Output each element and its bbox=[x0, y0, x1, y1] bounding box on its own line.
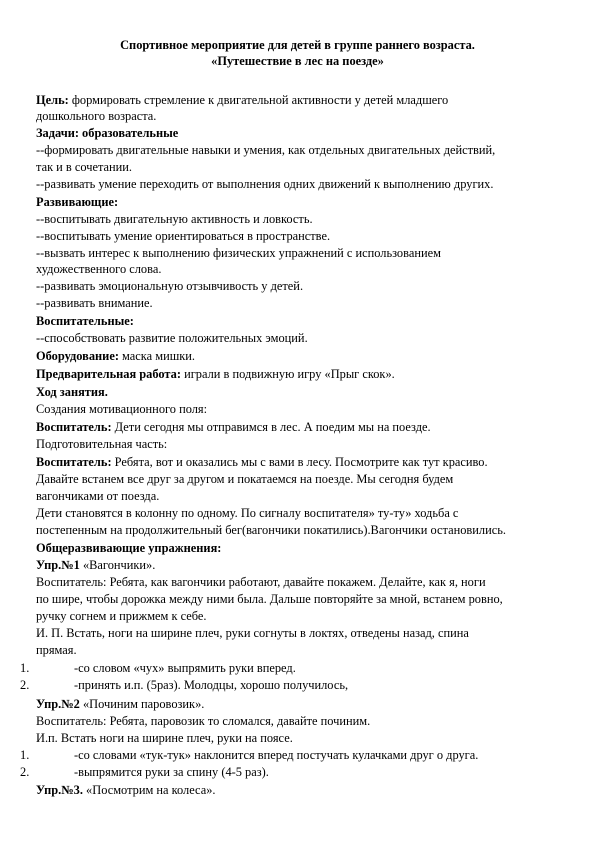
course-educator2-line1 bbox=[36, 455, 488, 470]
exercise1-name: «Вагончики». bbox=[79, 558, 156, 572]
goal-line1 bbox=[36, 93, 448, 108]
course-kids-line2: постепенным на продолжительный бег(вагончики покатились).Вагончики остановились. bbox=[36, 523, 506, 537]
course-heading: Ход занятия. bbox=[36, 385, 108, 399]
tasks-dev-line4: художественного слова. bbox=[36, 262, 162, 276]
tasks-dev-line2: --воспитывать умение ориентироваться в пространстве. bbox=[36, 229, 331, 243]
exercises-heading: Общеразвивающие упражнения: bbox=[36, 541, 222, 555]
equipment-label: Оборудование: bbox=[36, 349, 119, 363]
exercise1-step2-number: 2. bbox=[20, 678, 30, 692]
course-prep: Подготовительная часть: bbox=[36, 437, 168, 451]
goal-text1: формировать стремление к двигательной активности у детей младшего bbox=[68, 93, 449, 107]
exercise2-ip: И.п. Встать ноги на ширине плеч, руки на поясе. bbox=[36, 731, 293, 745]
educator-label: Воспитатель: bbox=[36, 455, 112, 469]
exercise2-step2-number: 2. bbox=[20, 765, 30, 779]
exercise1-text1: Воспитатель: Ребята, как вагончики работают, давайте покажем. Делайте, как я, ноги bbox=[36, 575, 486, 589]
exercise1-text2: по шире, чтобы дорожка между ними была. Дальше повторяйте за мной, встанем ровно, bbox=[36, 592, 503, 606]
tasks-edu-line3: --развивать умение переходить от выполнения одних движений к выполнению других. bbox=[36, 177, 494, 191]
document-title-line1: Спортивное мероприятие для детей в группе раннего возраста. bbox=[120, 38, 475, 52]
exercise1-step2: -принять и.п. (5раз). Молодцы, хорошо получилось, bbox=[74, 678, 349, 692]
prework-label: Предварительная работа: bbox=[36, 367, 181, 381]
exercise1-title bbox=[36, 558, 155, 573]
goal-line2: дошкольного возраста. bbox=[36, 109, 157, 123]
course-educator-line1 bbox=[36, 420, 431, 435]
exercise1-ip1: И. П. Встать, ноги на ширине плеч, руки согнуты в локтях, отведены назад, спина bbox=[36, 626, 469, 640]
tasks-dev-line3: --вызвать интерес к выполнению физических упражнений с использованием bbox=[36, 246, 441, 260]
course-educator2-line2: Давайте встанем все друг за другом и покатаемся на поезде. Мы сегодня будем bbox=[36, 472, 454, 486]
exercise1-ip2: прямая. bbox=[36, 643, 77, 657]
tasks-dev-line6: --развивать внимание. bbox=[36, 296, 153, 310]
tasks-edu-heading: Задачи: образовательные bbox=[36, 126, 179, 140]
tasks-upb-heading: Воспитательные: bbox=[36, 314, 134, 328]
tasks-edu-line2: так и в сочетании. bbox=[36, 160, 133, 174]
course-educator2-line3: вагончиками от поезда. bbox=[36, 489, 160, 503]
exercise3-title bbox=[36, 783, 216, 798]
exercise1-text3: ручку согнем и прижмем к себе. bbox=[36, 609, 207, 623]
exercise2-label: Упр.№2 bbox=[36, 697, 80, 711]
exercise2-name: «Починим паровозик». bbox=[79, 697, 205, 711]
goal-label: Цель: bbox=[36, 93, 69, 107]
document-title-line2: «Путешествие в лес на поезде» bbox=[211, 54, 384, 68]
prework-text: играли в подвижную игру «Прыг скок». bbox=[181, 367, 395, 381]
tasks-dev-heading: Развивающие: bbox=[36, 195, 119, 209]
tasks-dev-line5: --развивать эмоциональную отзывчивость у детей. bbox=[36, 279, 304, 293]
exercise1-label: Упр.№1 bbox=[36, 558, 80, 572]
exercise2-step1: -со словами «тук-тук» наклонится вперед постучать кулачками друг о друга. bbox=[74, 748, 479, 762]
exercise2-step2: -выпрямится руки за спину (4-5 раз). bbox=[74, 765, 269, 779]
equipment-text: маска мишки. bbox=[118, 349, 195, 363]
exercise1-step1: -со словом «чух» выпрямить руки вперед. bbox=[74, 661, 296, 675]
exercise3-name: «Посмотрим на колеса». bbox=[82, 783, 216, 797]
tasks-upb-line1: --способствовать развитие положительных эмоций. bbox=[36, 331, 308, 345]
educator-label: Воспитатель: bbox=[36, 420, 112, 434]
exercise1-step1-number: 1. bbox=[20, 661, 30, 675]
educator-text: Дети сегодня мы отправимся в лес. А поедим мы на поезде. bbox=[111, 420, 431, 434]
exercise2-text1: Воспитатель: Ребята, паровозик то сломался, давайте починим. bbox=[36, 714, 371, 728]
equipment-line bbox=[36, 349, 195, 364]
exercise2-title bbox=[36, 697, 204, 712]
course-kids-line1: Дети становятся в колонну по одному. По сигналу воспитателя» ту-ту» ходьба с bbox=[36, 506, 459, 520]
educator-text: Ребята, вот и оказались мы с вами в лесу. Посмотрите как тут красиво. bbox=[111, 455, 488, 469]
tasks-dev-line1: --воспитывать двигательную активность и ловкость. bbox=[36, 212, 313, 226]
exercise3-label: Упр.№3. bbox=[36, 783, 83, 797]
exercise2-step1-number: 1. bbox=[20, 748, 30, 762]
tasks-edu-line1: --формировать двигательные навыки и умения, как отдельных двигательных действий, bbox=[36, 143, 496, 157]
prework-line bbox=[36, 367, 395, 382]
course-motivation: Создания мотивационного поля: bbox=[36, 402, 208, 416]
